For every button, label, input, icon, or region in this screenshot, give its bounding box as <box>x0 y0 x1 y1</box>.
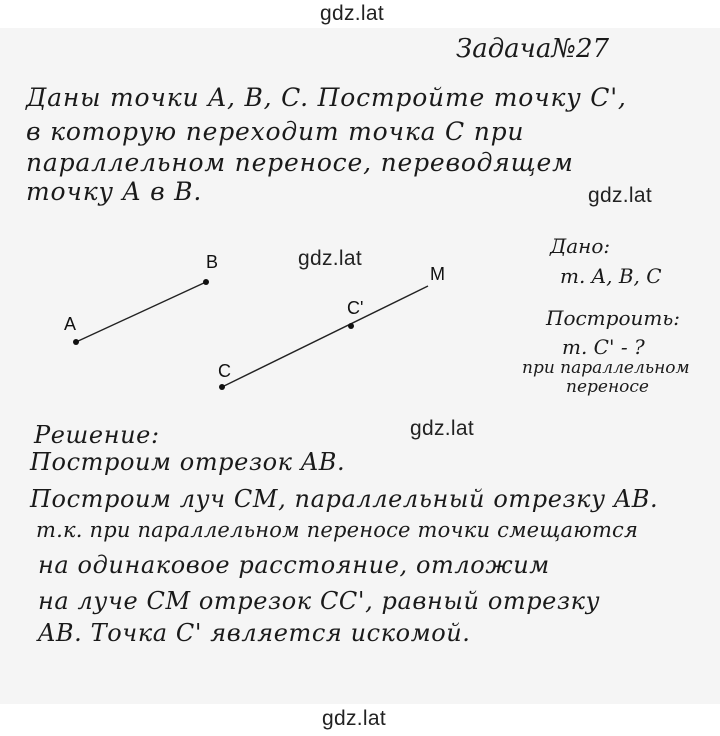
condition-line-3: параллельном переносе, переводящем <box>26 148 574 177</box>
segment-ab <box>76 282 206 342</box>
given-header: Дано: <box>550 234 611 258</box>
solution-line-4: на одинаковое расстояние, отложим <box>38 551 550 579</box>
solution-line-5: на луче CM отрезок CC', равный отрезку <box>38 587 601 615</box>
label-m: M <box>430 264 445 284</box>
solution-header: Решение: <box>34 421 160 449</box>
condition-line-2: в которую переходит точка C при <box>26 117 525 146</box>
label-c: C <box>218 361 231 381</box>
condition-line-4: точку A в B. <box>26 177 203 206</box>
task-header: Построить: <box>546 306 680 330</box>
watermark-right: gdz.lat <box>588 184 652 207</box>
point-a <box>73 339 79 345</box>
watermark-top: gdz.lat <box>320 2 384 25</box>
label-a: A <box>64 314 77 334</box>
solution-line-6: AB. Точка C' является искомой. <box>38 619 471 647</box>
watermark-diagram: gdz.lat <box>298 247 362 270</box>
task-text: т. C' - ? <box>562 335 645 359</box>
point-c-prime <box>348 323 354 329</box>
watermark-middle: gdz.lat <box>410 417 474 440</box>
problem-title: Задача№27 <box>456 34 610 64</box>
point-c <box>219 384 225 390</box>
point-b <box>203 279 209 285</box>
given-points: т. A, B, C <box>560 264 662 288</box>
label-c-prime: C' <box>347 298 364 318</box>
task-condition-2: переносе <box>566 377 649 397</box>
task-condition-1: при параллельном <box>522 358 690 378</box>
label-b: B <box>206 252 219 272</box>
ray-cm <box>222 286 428 387</box>
solution-line-1: Построим отрезок AB. <box>30 448 346 476</box>
condition-line-1: Даны точки A, B, C. Постройте точку C', <box>26 83 627 112</box>
solution-line-2: Построим луч CM, параллельный отрезку AB. <box>30 485 659 513</box>
solution-line-3: т.к. при параллельном переносе точки смещаются <box>36 518 639 542</box>
watermark-bottom: gdz.lat <box>322 707 386 730</box>
